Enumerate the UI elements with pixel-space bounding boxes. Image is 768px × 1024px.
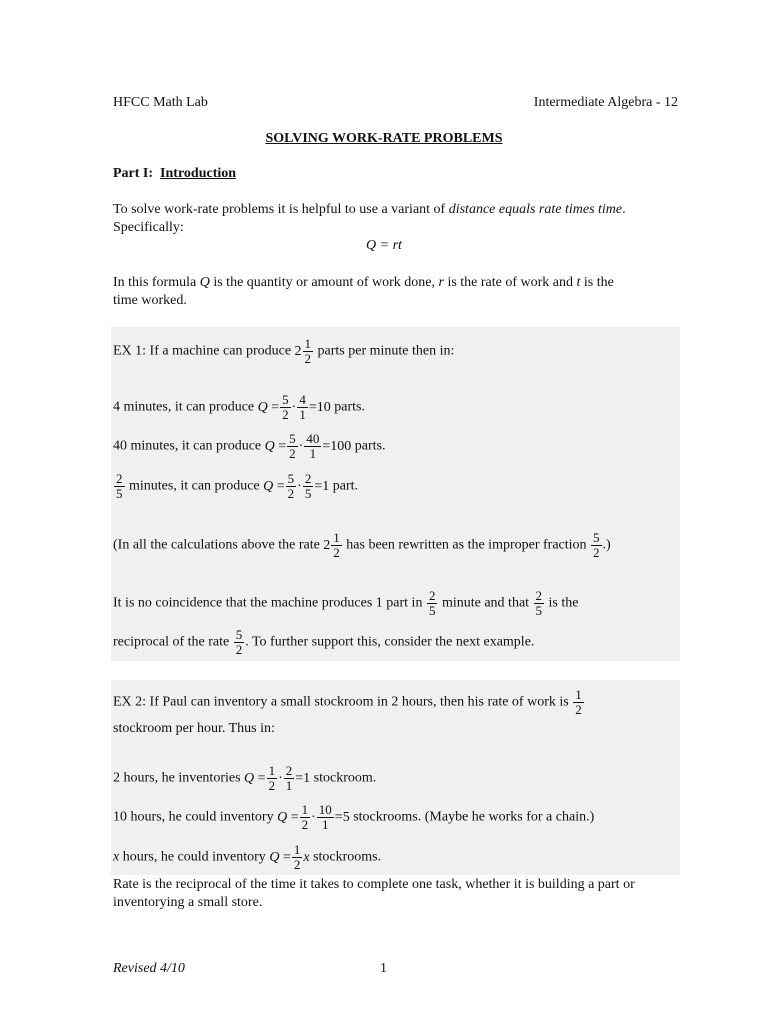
header-left: HFCC Math Lab [113,95,208,110]
ex1-lead [113,337,454,366]
explain-text: is the rate of work and [443,275,577,290]
explain-text: is the [580,275,614,290]
fraction-2-5: $\frac{2}{5}$ [535,588,543,618]
fraction-5-2: $\frac{5}{2}$ [235,627,243,657]
ex2-row-text: hours, he could inventory [119,849,270,865]
intro-period: . [622,202,626,217]
ex2-row-text: stockroom. [313,770,377,786]
var-q: Q [199,275,210,290]
ex1-row-text: 4 minutes, it can produce [113,399,258,415]
mixed-fraction: 2 $\frac{1}{2}$ [323,530,340,560]
explain-paragraph [113,274,673,310]
ex2-lead-text: EX 2: If Paul can inventory a small stockroom in 2 hours, then his rate of work is [113,694,573,710]
conclusion-paragraph [113,876,693,912]
ex1-note [113,531,611,560]
ex2-row-text: stockrooms. (Maybe he works for a chain.) [353,809,595,825]
explain-text: is the quantity or amount of work done, [209,275,439,290]
ex2-lead [113,688,585,717]
ex1-note-text: (In all the calculations above the rate [113,537,324,553]
ex2-row-1 [113,764,376,793]
part-name: Introduction [160,166,237,181]
var-r: r [438,275,444,290]
part-prefix: Part I: [113,166,154,181]
ex1-coinc-text: is the [548,595,579,611]
ex1-row-1 [113,393,365,422]
ex1-reciprocal [113,628,534,657]
fraction-2-5: $\frac{2}{5}$ [116,471,123,501]
ex2-row-2 [113,803,594,832]
fraction-1-2: $\frac{1}{2}$ [575,687,582,717]
ex1-row-text: part. [332,478,359,494]
fraction-2-5: $\frac{2}{5}$ [428,588,436,618]
ex1-row-text: parts. [354,438,386,454]
ex1-coincidence [113,589,579,618]
ex1-lead-text: EX 1: If a machine can produce [113,343,295,359]
main-formula: Q = rt [366,238,402,253]
ex1-row2-equation: Q = $\frac{5}{2}$ · $\frac{40}{1}$ =100 [264,431,352,461]
part-heading [113,165,236,183]
explain-text: In this formula [113,275,200,290]
ex2-row-text: 10 hours, he could inventory [113,809,278,825]
ex1-note-text: .) [602,537,611,553]
ex2-row-3 [113,843,381,872]
footer-revised: Revised 4/10 [113,961,185,976]
intro-emphasis: distance equals rate times time [448,202,623,217]
conclusion-line: Rate is the reciprocal of the time it takes to complete one task, whether it is building a part or [113,877,635,892]
header-right: Intermediate Algebra - 12 [533,95,678,110]
ex2-row2-equation: Q = $\frac{1}{2}$ · $\frac{10}{1}$ =5 [277,802,350,832]
mixed-fraction: 2 $\frac{1}{2}$ [294,336,312,366]
intro-text: To solve work-rate problems it is helpful to use a variant of [113,202,449,217]
ex1-note-text: has been rewritten as the improper fraction [346,537,591,553]
page-number: 1 [380,961,387,976]
ex1-row1-equation: Q = $\frac{5}{2}$ · $\frac{4}{1}$ =10 [257,392,331,422]
intro-specifically: Specifically: [113,220,184,235]
ex1-row-text: 40 minutes, it can produce [113,438,265,454]
ex1-row-text: parts. [334,399,365,415]
fraction-5-2: $\frac{5}{2}$ [593,530,600,560]
ex2-row3-equation: Q = $\frac{1}{2}$ x [269,842,310,872]
ex1-coinc-text: It is no coincidence that the machine produces 1 part in [113,595,426,611]
intro-paragraph [113,201,673,237]
ex2-row-text: 2 hours, he inventories [113,770,245,786]
ex1-recip-text: . To further support this, consider the next example. [245,634,535,650]
ex2-lead-2: stockroom per hour. Thus in: [113,721,275,736]
var-t: t [576,275,581,290]
ex1-lead-end: parts per minute then in: [317,343,455,359]
ex2-row-text: stockrooms. [313,849,382,865]
var-x: x [113,849,120,865]
ex1-row3-equation: Q = $\frac{5}{2}$ · $\frac{2}{5}$ =1 [263,471,330,501]
ex2-row1-equation: Q = $\frac{1}{2}$ · $\frac{2}{1}$ =1 [244,763,311,793]
ex1-row-2 [113,432,385,461]
explain-text: time worked. [113,293,187,308]
conclusion-line: inventorying a small store. [113,895,263,910]
ex1-row-text: minutes, it can produce [129,478,264,494]
ex1-row-3 [113,472,358,501]
ex1-coinc-text: minute and that [441,595,533,611]
page-title: SOLVING WORK-RATE PROBLEMS [265,131,503,146]
ex1-recip-text: reciprocal of the rate [113,634,233,650]
